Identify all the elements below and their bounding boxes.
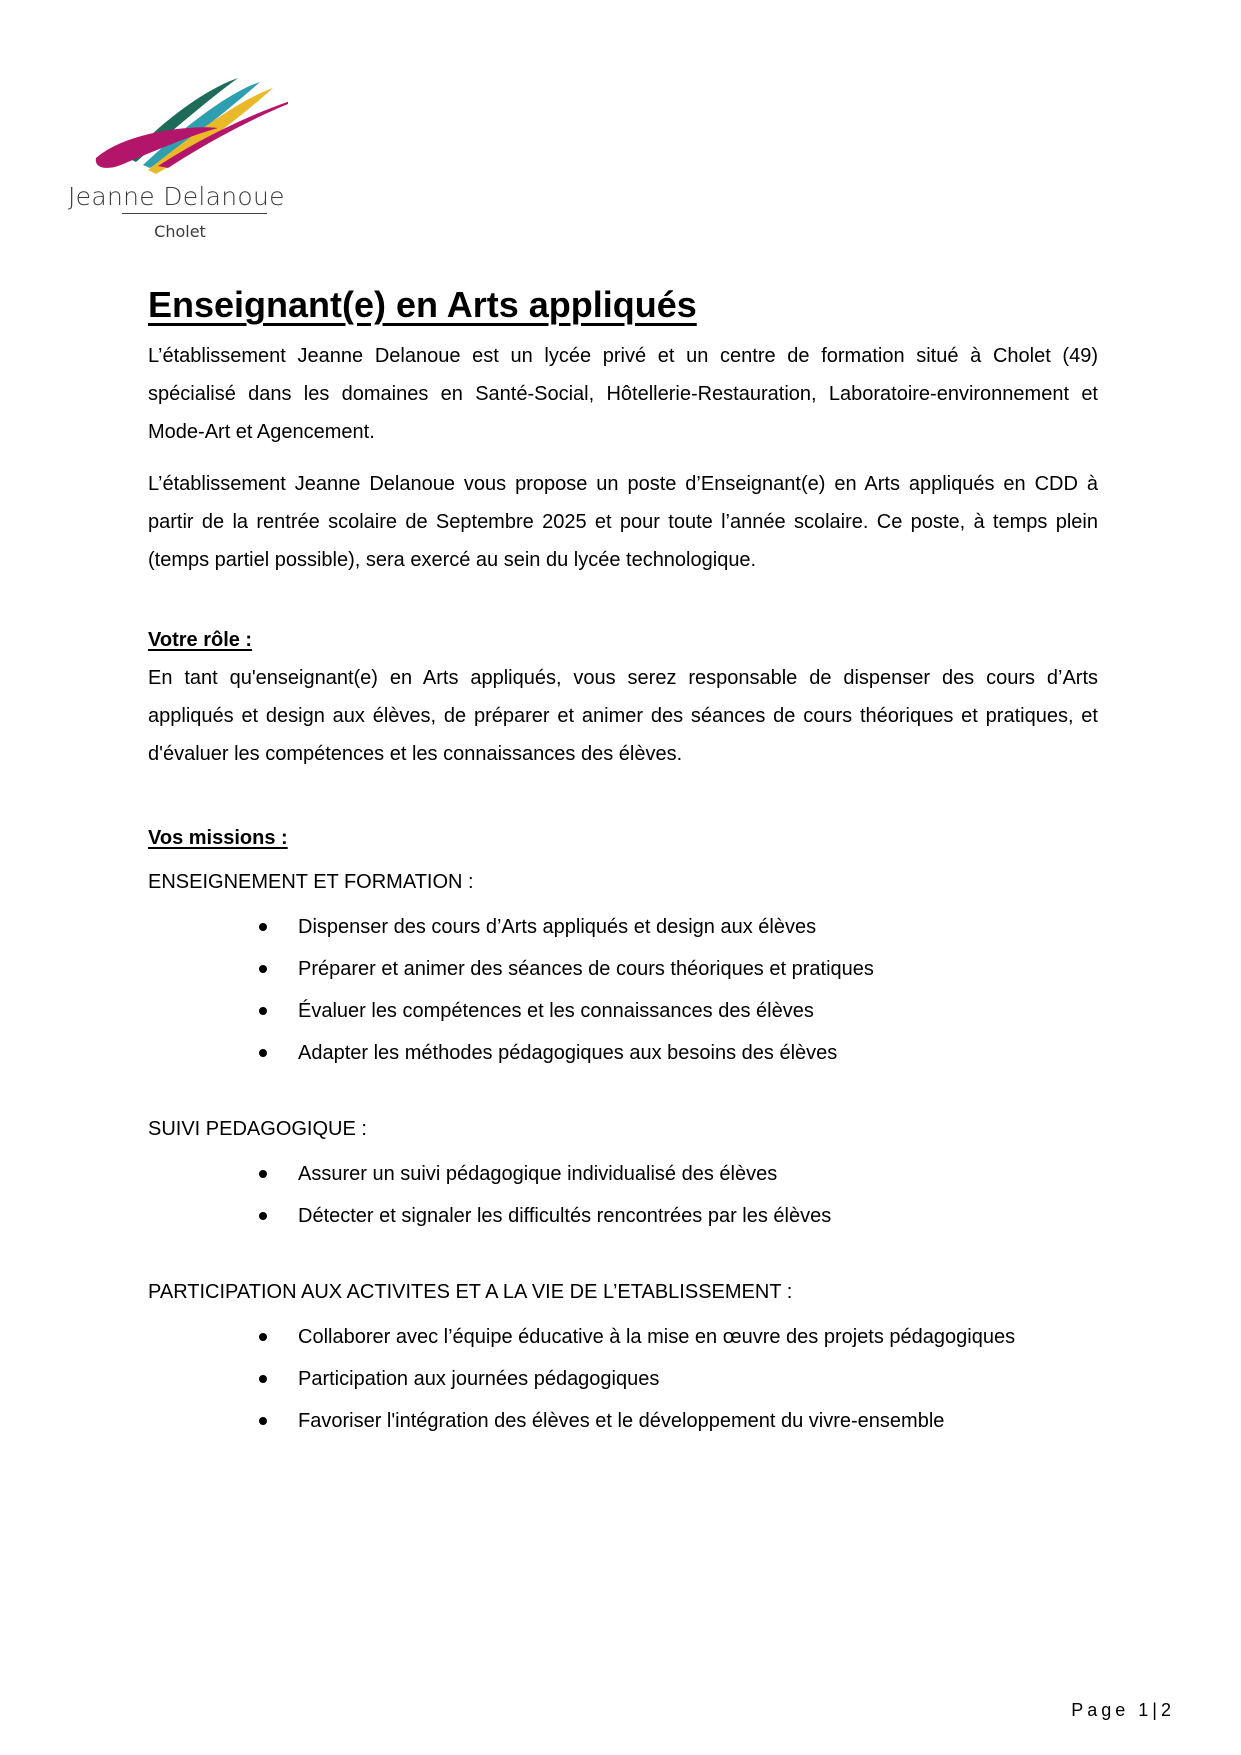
bullet-icon <box>259 1417 267 1425</box>
logo-name: Jeanne Delanoue <box>68 182 285 211</box>
bullet-icon <box>259 1375 267 1383</box>
bullet-icon <box>259 1212 267 1220</box>
bullet-icon <box>259 965 267 973</box>
list-item: Participation aux journées pédagogiques <box>148 1358 1098 1400</box>
logo-city: Cholet <box>154 222 206 241</box>
intro-paragraph-1: L’établissement Jeanne Delanoue est un lycée privé et un centre de formation situé à Cholet (49) spécialisé dans les domaines en Santé-Social, Hôtellerie-Restauration, Laboratoire-environnement et Mode-Art et Agencement. <box>148 345 1098 443</box>
list-item: Dispenser des cours d’Arts appliqués et design aux élèves <box>148 906 1098 948</box>
section-label-teaching: ENSEIGNEMENT ET FORMATION : <box>148 871 474 893</box>
school-logo <box>60 70 300 245</box>
list-item: Détecter et signaler les difficultés rencontrées par les élèves <box>148 1195 1098 1237</box>
missions-heading: Vos missions : <box>148 827 288 849</box>
list-item: Adapter les méthodes pédagogiques aux besoins des élèves <box>148 1032 1098 1074</box>
page-number: Page 1|2 <box>1071 1700 1175 1720</box>
bullet-icon <box>259 1007 267 1015</box>
list-item: Préparer et animer des séances de cours théoriques et pratiques <box>148 948 1098 990</box>
teaching-list <box>148 906 1098 1074</box>
document-body <box>148 283 1098 1442</box>
list-item: Assurer un suivi pédagogique individualisé des élèves <box>148 1153 1098 1195</box>
list-item: Collaborer avec l’équipe éducative à la mise en œuvre des projets pédagogiques <box>148 1316 1098 1358</box>
role-paragraph: En tant qu'enseignant(e) en Arts appliqués, vous serez responsable de dispenser des cours d’Arts appliqués et design aux élèves, de préparer et animer des séances de cours théoriques et pratiques, et d'évaluer les compétences et les connaissances des élèves. <box>148 667 1098 765</box>
list-item: Évaluer les compétences et les connaissances des élèves <box>148 990 1098 1032</box>
intro-paragraph-2: L’établissement Jeanne Delanoue vous propose un poste d’Enseignant(e) en Arts appliqués en CDD à partir de la rentrée scolaire de Septembre 2025 et pour toute l’année scolaire. Ce poste, à temps plein (temps partiel possible), sera exercé au sein du lycée technologique. <box>148 473 1098 571</box>
section-label-participation: PARTICIPATION AUX ACTIVITES ET A LA VIE DE L’ETABLISSEMENT : <box>148 1281 793 1303</box>
follow-up-list <box>148 1153 1098 1237</box>
bullet-icon <box>259 1049 267 1057</box>
page-title: Enseignant(e) en Arts appliqués <box>148 284 697 325</box>
logo-divider <box>122 213 267 214</box>
list-item: Favoriser l'intégration des élèves et le développement du vivre-ensemble <box>148 1400 1098 1442</box>
section-label-follow-up: SUIVI PEDAGOGIQUE : <box>148 1118 367 1140</box>
bullet-icon <box>259 1333 267 1341</box>
bullet-icon <box>259 1170 267 1178</box>
bullet-icon <box>259 923 267 931</box>
role-heading: Votre rôle : <box>148 629 253 651</box>
participation-list <box>148 1316 1098 1442</box>
brush-strokes-logo-icon <box>88 70 288 180</box>
